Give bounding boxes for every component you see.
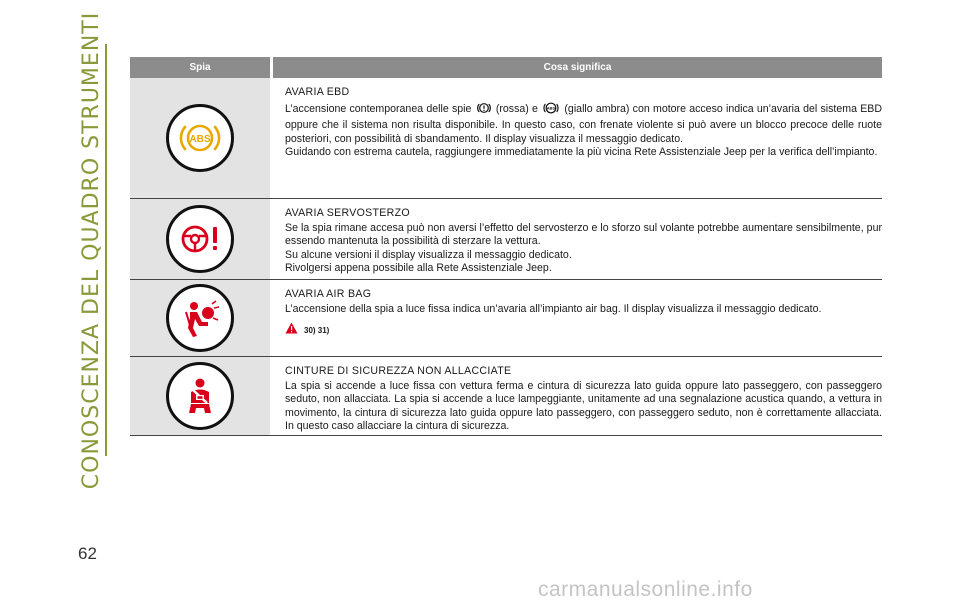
- table-row: [130, 78, 882, 199]
- table-row: [130, 357, 882, 436]
- warning-heading: CINTURE DI SICUREZZA NON ALLACCIATE: [285, 365, 512, 377]
- warning-heading: AVARIA SERVOSTERZO: [285, 207, 410, 219]
- warning-description: Se la spia rimane accesa può non aversi l’effetto del servosterzo e lo sforzo sul volante potrebbe aumentare sensibilmente, pur essendo mantenuta la possibilità di sterzare la vettura. Su alcune versioni il display visualizza il messaggio dedicato. Rivolgersi appena possibile alla Rete Assistenziale Jeep.: [285, 222, 882, 274]
- abs-warning-icon: [166, 104, 234, 172]
- abs-small-icon: [543, 101, 559, 119]
- warning-description: La spia si accende a luce fissa con vettura ferma e cintura di sicurezza lato guida oppure lato passeggero, con passeggero seduto, non allacciata. La spia si accende a luce lampeggiante, unitamente ad una segnalazione acustica quando, a vettura in movimento, la cintura di sicurezza lato guida oppure lato passeggero, con passeggero seduto, non è correttamente allacciata. In questo caso allacciare la cintura di sicurezza.: [285, 380, 882, 432]
- section-divider: [105, 44, 107, 456]
- airbag-warning-icon: [166, 284, 234, 352]
- table-row: [130, 199, 882, 280]
- svg-text:ABS: ABS: [546, 105, 556, 111]
- warning-heading: AVARIA EBD: [285, 86, 350, 98]
- watermark: carmanualsonline.info: [538, 578, 753, 601]
- warning-heading: AVARIA AIR BAG: [285, 288, 372, 300]
- section-title: CONOSCENZA DEL QUADRO STRUMENTI: [79, 11, 105, 489]
- header-spia: Spia: [189, 62, 211, 73]
- warning-description: L’accensione contemporanea delle spie (rossa) e ABS (giallo ambra) con motore acceso indica un’avaria del sistema EBD oppure che il sistema non risulta disponibile. In questo caso, con frenate violente si può avere un blocco precoce delle ruote posteriori, con possibilità di sbandamento. Il display visualizza il messaggio dedicato. Guidando con estrema cautela, raggiungere immediatamente la più vicina Rete Assistenziale Jeep per la verifica dell’impianto.: [285, 103, 882, 158]
- reference-notes: 30) 31): [304, 325, 330, 335]
- header-cosa-significa: Cosa significa: [543, 62, 612, 73]
- power-steering-warning-icon: [166, 205, 234, 273]
- page-number: 62: [78, 544, 97, 563]
- svg-text:ABS: ABS: [189, 134, 211, 145]
- caution-triangle-icon: [285, 322, 298, 338]
- brake-warning-icon: [477, 101, 491, 119]
- table-row: [130, 280, 882, 357]
- safety-references: [285, 322, 882, 338]
- table-header: [130, 57, 882, 78]
- seatbelt-warning-icon: [166, 362, 234, 430]
- warning-lights-table: [130, 57, 882, 436]
- warning-description: L’accensione della spia a luce fissa indica un’avaria all’impianto air bag. Il display visualizza il messaggio dedicato.: [285, 303, 822, 316]
